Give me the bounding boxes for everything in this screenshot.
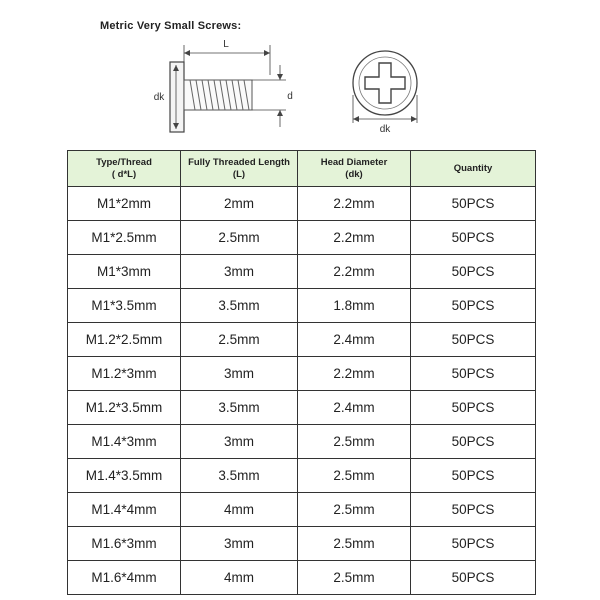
cell-head-diameter: 2.5mm: [298, 527, 411, 561]
label-L: L: [223, 39, 229, 50]
cell-type-thread: M1.2*2.5mm: [68, 323, 181, 357]
cell-length: 2mm: [181, 187, 298, 221]
table-row: [68, 561, 536, 595]
cell-length: 4mm: [181, 493, 298, 527]
table-row: [68, 323, 536, 357]
table-row: [68, 357, 536, 391]
cell-head-diameter: 1.8mm: [298, 289, 411, 323]
header-length: [181, 151, 298, 187]
header-line: (dk): [345, 168, 363, 180]
cell-quantity: 50PCS: [411, 255, 536, 289]
cell-type-thread: M1.2*3mm: [68, 357, 181, 391]
header-type-thread: [68, 151, 181, 187]
header-line: Fully Threaded Length: [188, 156, 290, 168]
cell-type-thread: M1.6*4mm: [68, 561, 181, 595]
label-dk-side: dk: [153, 92, 165, 103]
cell-type-thread: M1.4*3mm: [68, 425, 181, 459]
table-row: [68, 425, 536, 459]
page-title: Metric Very Small Screws:: [100, 20, 242, 32]
cell-type-thread: M1*2.5mm: [68, 221, 181, 255]
cell-type-thread: M1.2*3.5mm: [68, 391, 181, 425]
cell-length: 4mm: [181, 561, 298, 595]
table-row: [68, 493, 536, 527]
table-row: [68, 289, 536, 323]
cell-length: 3mm: [181, 255, 298, 289]
cell-length: 3.5mm: [181, 289, 298, 323]
table-row: [68, 391, 536, 425]
cell-quantity: 50PCS: [411, 425, 536, 459]
cell-head-diameter: 2.5mm: [298, 459, 411, 493]
cell-quantity: 50PCS: [411, 221, 536, 255]
cell-length: 3mm: [181, 527, 298, 561]
cell-type-thread: M1.6*3mm: [68, 527, 181, 561]
cell-type-thread: M1.4*4mm: [68, 493, 181, 527]
cell-head-diameter: 2.4mm: [298, 323, 411, 357]
table-row: [68, 459, 536, 493]
header-head-diameter: [298, 151, 411, 187]
cell-quantity: 50PCS: [411, 323, 536, 357]
cell-head-diameter: 2.4mm: [298, 391, 411, 425]
cell-head-diameter: 2.2mm: [298, 221, 411, 255]
cell-type-thread: M1*3mm: [68, 255, 181, 289]
header-quantity: [411, 151, 536, 187]
header-line: ( d*L): [111, 168, 137, 180]
header-line: Quantity: [453, 162, 493, 174]
cell-quantity: 50PCS: [411, 561, 536, 595]
header-line: (L): [232, 168, 246, 180]
header-line: Head Diameter: [320, 156, 388, 168]
cell-length: 2.5mm: [181, 221, 298, 255]
screw-head-side: [170, 62, 184, 132]
cell-quantity: 50PCS: [411, 527, 536, 561]
cell-quantity: 50PCS: [411, 357, 536, 391]
screw-drawing: [140, 35, 460, 155]
header-line: Type/Thread: [96, 156, 152, 168]
table-header-row: [68, 151, 536, 187]
table-row: [68, 255, 536, 289]
cell-head-diameter: 2.5mm: [298, 425, 411, 459]
cell-head-diameter: 2.2mm: [298, 357, 411, 391]
cell-quantity: 50PCS: [411, 391, 536, 425]
specs-table: [67, 150, 536, 595]
screw-diagram: [140, 35, 460, 155]
cell-head-diameter: 2.5mm: [298, 561, 411, 595]
cell-type-thread: M1*2mm: [68, 187, 181, 221]
table-row: [68, 221, 536, 255]
cell-quantity: 50PCS: [411, 289, 536, 323]
cell-quantity: 50PCS: [411, 459, 536, 493]
cell-head-diameter: 2.5mm: [298, 493, 411, 527]
cell-head-diameter: 2.2mm: [298, 255, 411, 289]
cell-type-thread: M1*3.5mm: [68, 289, 181, 323]
cell-head-diameter: 2.2mm: [298, 187, 411, 221]
table-row: [68, 187, 536, 221]
cell-length: 2.5mm: [181, 323, 298, 357]
cell-length: 3.5mm: [181, 391, 298, 425]
table-row: [68, 527, 536, 561]
label-d: d: [287, 91, 293, 102]
cell-type-thread: M1.4*3.5mm: [68, 459, 181, 493]
cell-length: 3.5mm: [181, 459, 298, 493]
cell-length: 3mm: [181, 425, 298, 459]
cell-length: 3mm: [181, 357, 298, 391]
label-dk-head: dk: [379, 124, 391, 135]
cell-quantity: 50PCS: [411, 187, 536, 221]
cell-quantity: 50PCS: [411, 493, 536, 527]
